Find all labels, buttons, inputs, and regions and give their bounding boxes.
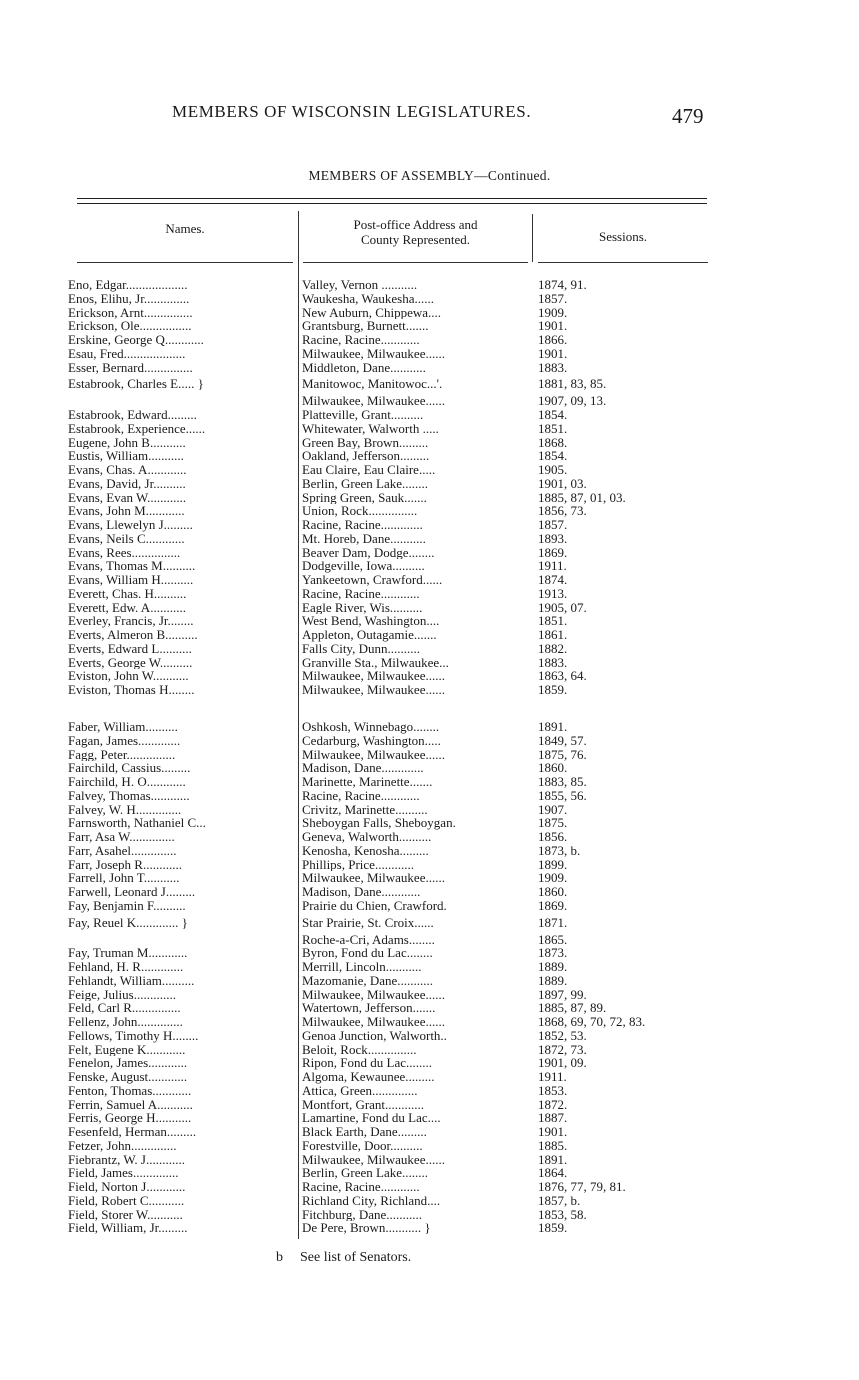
member-address: Milwaukee, Milwaukee......: [302, 683, 445, 697]
member-sessions: 1901.: [538, 319, 568, 333]
member-sessions: 1849, 57.: [538, 733, 587, 748]
member-address: Grantsburg, Burnett.......: [302, 319, 429, 333]
member-name: Evans, Thomas M..........: [68, 559, 196, 573]
member-row: [0, 1111, 859, 1125]
member-address: Racine, Racine............: [302, 333, 420, 347]
member-name: Evans, Llewelyn J.........: [68, 518, 193, 532]
member-row: [0, 789, 859, 803]
member-name: Erickson, Ole................: [68, 319, 192, 333]
member-sessions: 1901, 03.: [538, 476, 587, 491]
member-sessions: 1913.: [538, 586, 568, 601]
member-address: Prairie du Chien, Crawford.: [302, 898, 447, 913]
member-address: Union, Rock...............: [302, 504, 418, 518]
member-name: Field, Norton J............: [68, 1180, 186, 1194]
member-address: Berlin, Green Lake........: [302, 476, 428, 491]
member-name: Fehlandt, William..........: [68, 973, 195, 988]
member-name: Estabrook, Edward.........: [68, 408, 197, 422]
section-title: MEMBERS OF ASSEMBLY—Continued.: [308, 168, 551, 183]
member-sessions: 1875.: [538, 816, 568, 830]
member-sessions: 1865.: [538, 932, 568, 947]
member-address: Madison, Dane.............: [302, 761, 424, 775]
member-address: Beaver Dam, Dodge........: [302, 545, 435, 560]
page-number: 479: [672, 104, 704, 128]
member-row: [0, 394, 859, 408]
member-row: [0, 946, 859, 960]
member-address: Milwaukee, Milwaukee......: [302, 394, 445, 408]
member-row: [0, 477, 859, 491]
member-row: [0, 974, 859, 988]
member-row: [0, 1070, 859, 1084]
member-address: Forestville, Door..........: [302, 1138, 423, 1153]
member-row: [0, 628, 859, 642]
member-name: Enos, Elihu, Jr..............: [68, 291, 190, 306]
member-name: Fesenfeld, Herman.........: [68, 1125, 197, 1139]
member-sessions: 1855, 56.: [538, 788, 587, 803]
member-address: Whitewater, Walworth .....: [302, 421, 439, 436]
member-name: Estabrook, Charles E..... }: [68, 376, 204, 392]
member-sessions: 1857, b.: [538, 1193, 581, 1208]
member-address: Valley, Vernon ...........: [302, 278, 418, 292]
member-address: Byron, Fond du Lac........: [302, 946, 433, 960]
member-sessions: 1853, 58.: [538, 1207, 587, 1222]
footnote-mark: b: [276, 1250, 283, 1265]
member-address: Milwaukee, Milwaukee......: [302, 669, 445, 683]
member-name: Eviston, Thomas H........: [68, 683, 195, 697]
member-address: Attica, Green..............: [302, 1083, 418, 1098]
member-row: [0, 463, 859, 477]
member-sessions: 1893.: [538, 531, 568, 546]
member-row: [0, 361, 859, 375]
member-name: Everett, Chas. H..........: [68, 586, 187, 601]
member-address: Milwaukee, Milwaukee......: [302, 346, 445, 361]
member-name: Eno, Edgar...................: [68, 278, 188, 292]
member-address: Green Bay, Brown.........: [302, 435, 429, 450]
member-address: Fitchburg, Dane...........: [302, 1207, 422, 1222]
member-name: Everett, Edw. A...........: [68, 600, 186, 615]
member-name: Fairchild, Cassius.........: [68, 761, 191, 775]
member-row: [0, 504, 859, 518]
member-row: [0, 885, 859, 899]
member-sessions: 1891.: [538, 1152, 568, 1167]
member-row: [0, 1056, 859, 1070]
member-address: Dodgeville, Iowa..........: [302, 559, 425, 573]
member-sessions: 1909.: [538, 871, 568, 885]
member-name: Field, Robert C...........: [68, 1193, 185, 1208]
member-sessions: 1883.: [538, 655, 568, 670]
member-row: [0, 518, 859, 532]
member-name: Evans, David, Jr..........: [68, 476, 186, 491]
member-sessions: 1885, 87, 01, 03.: [538, 490, 626, 505]
member-sessions: 1874, 91.: [538, 278, 587, 292]
member-name: Erickson, Arnt...............: [68, 305, 193, 320]
member-row: [0, 871, 859, 885]
member-name: Fay, Reuel K............. }: [68, 914, 188, 930]
member-name: Fenske, August............: [68, 1070, 188, 1084]
member-sessions: 1885.: [538, 1138, 568, 1153]
member-sessions: 1907.: [538, 802, 568, 817]
member-name: Evans, Neils C............: [68, 531, 185, 546]
member-row: [0, 306, 859, 320]
member-name: Everley, Francis, Jr........: [68, 614, 194, 628]
member-name: Eviston, John W...........: [68, 669, 189, 683]
member-name: Farr, Asa W..............: [68, 830, 175, 844]
member-row: [0, 1208, 859, 1222]
member-address: Milwaukee, Milwaukee......: [302, 987, 445, 1002]
member-row: [0, 988, 859, 1002]
member-row: [0, 374, 859, 394]
member-sessions: 1854.: [538, 449, 568, 463]
member-row: [0, 1194, 859, 1208]
member-sessions: 1889.: [538, 973, 568, 988]
member-row: [0, 1180, 859, 1194]
member-address: Racine, Racine............: [302, 1180, 420, 1194]
member-name: Field, William, Jr.........: [68, 1221, 188, 1235]
member-name: Fay, Benjamin F..........: [68, 898, 186, 913]
member-name: Farr, Joseph R............: [68, 857, 182, 872]
member-sessions: 1860.: [538, 761, 568, 775]
member-address: Appleton, Outagamie.......: [302, 628, 437, 642]
member-row: [0, 899, 859, 913]
member-sessions: 1889.: [538, 960, 568, 974]
member-sessions: 1876, 77, 79, 81.: [538, 1180, 626, 1194]
column-header-address: [303, 217, 528, 247]
member-sessions: 1891.: [538, 720, 568, 734]
member-name: Falvey, W. H..............: [68, 802, 182, 817]
member-row: [0, 669, 859, 683]
column-header-address-line1: Post-office Address and: [353, 217, 478, 232]
member-row: [0, 449, 859, 463]
member-sessions: 1883, 85.: [538, 775, 587, 789]
member-address: Berlin, Green Lake........: [302, 1166, 428, 1180]
member-row: [0, 587, 859, 601]
member-address: Granville Sta., Milwaukee...: [302, 655, 449, 670]
member-address: Oakland, Jefferson.........: [302, 449, 430, 463]
member-row: [0, 720, 859, 734]
member-row: [0, 559, 859, 573]
member-name: Field, James..............: [68, 1166, 179, 1180]
member-address: Milwaukee, Milwaukee......: [302, 871, 445, 885]
member-name: Fellenz, John..............: [68, 1015, 183, 1029]
member-name: Fehland, H. R.............: [68, 960, 184, 974]
member-address: Yankeetown, Crawford......: [302, 573, 443, 587]
member-sessions: 1851.: [538, 421, 568, 436]
member-name: Ferris, George H...........: [68, 1111, 192, 1125]
member-row: [0, 333, 859, 347]
member-name: Fay, Truman M............: [68, 946, 188, 960]
member-row: [0, 347, 859, 361]
member-sessions: 1874.: [538, 573, 568, 587]
member-row: [0, 1125, 859, 1139]
member-name: Falvey, Thomas............: [68, 788, 190, 803]
member-address: Richland City, Richland....: [302, 1193, 441, 1208]
member-row: [0, 1001, 859, 1015]
member-name: Erskine, George Q............: [68, 333, 204, 347]
member-row: [0, 601, 859, 615]
member-sessions: 1868.: [538, 435, 568, 450]
member-address: Falls City, Dunn..........: [302, 641, 420, 656]
members-block-f: [0, 720, 859, 1235]
member-address: Roche-a-Cri, Adams........: [302, 932, 435, 947]
member-sessions: 1909.: [538, 305, 568, 320]
member-name: Farr, Asahel..............: [68, 843, 177, 858]
member-name: Everts, George W..........: [68, 655, 193, 670]
member-address: Genoa Junction, Walworth..: [302, 1028, 447, 1043]
member-sessions: 1857.: [538, 291, 568, 306]
member-row: [0, 573, 859, 587]
member-sessions: 1863, 64.: [538, 669, 587, 683]
running-head: MEMBERS OF WISCONSIN LEGISLATURES.: [172, 102, 532, 121]
member-address: Sheboygan Falls, Sheboygan.: [302, 816, 456, 830]
member-sessions: 1864.: [538, 1166, 568, 1180]
member-sessions: 1872.: [538, 1097, 568, 1112]
member-name: Fagg, Peter...............: [68, 747, 176, 762]
top-rule-double: [77, 203, 707, 204]
column-header-names: Names.: [165, 221, 205, 236]
member-sessions: 1856.: [538, 830, 568, 844]
member-sessions: 1869.: [538, 545, 568, 560]
member-address: Milwaukee, Milwaukee......: [302, 1152, 445, 1167]
members-block-e: [0, 278, 859, 697]
member-address: Kenosha, Kenosha.........: [302, 843, 429, 858]
member-name: Fagan, James.............: [68, 733, 181, 748]
member-address: Eagle River, Wis..........: [302, 600, 423, 615]
member-row: [0, 761, 859, 775]
member-sessions: 1866.: [538, 333, 568, 347]
member-name: Fairchild, H. O............: [68, 775, 186, 789]
member-address: Marinette, Marinette.......: [302, 775, 433, 789]
member-row: [0, 1084, 859, 1098]
member-sessions: 1873, b.: [538, 843, 581, 858]
member-row: [0, 319, 859, 333]
member-name: Farnsworth, Nathaniel C...: [68, 816, 206, 830]
member-row: [0, 933, 859, 947]
member-row: [0, 858, 859, 872]
member-sessions: 1901.: [538, 346, 568, 361]
member-address: Racine, Racine.............: [302, 518, 423, 532]
member-name: Fiebrantz, W. J............: [68, 1152, 185, 1167]
member-row: [0, 614, 859, 628]
member-row: [0, 830, 859, 844]
member-sessions: 1853.: [538, 1083, 568, 1098]
member-row: [0, 734, 859, 748]
member-name: Estabrook, Experience......: [68, 421, 206, 436]
member-sessions: 1861.: [538, 628, 568, 642]
member-address: Mt. Horeb, Dane...........: [302, 531, 426, 546]
member-name: Fetzer, John..............: [68, 1138, 177, 1153]
member-row: [0, 656, 859, 670]
member-row: [0, 1166, 859, 1180]
member-address: Star Prairie, St. Croix......: [302, 914, 434, 930]
member-sessions: 1851.: [538, 614, 568, 628]
member-sessions: 1901, 09.: [538, 1056, 587, 1070]
member-sessions: 1875, 76.: [538, 747, 587, 762]
member-name: Evans, Rees...............: [68, 545, 181, 560]
member-address: Ripon, Fond du Lac........: [302, 1056, 432, 1070]
member-sessions: 1885, 87, 89.: [538, 1001, 607, 1015]
member-row: [0, 775, 859, 789]
member-row: [0, 1153, 859, 1167]
member-address: Merrill, Lincoln...........: [302, 960, 422, 974]
member-sessions: 1873.: [538, 946, 568, 960]
member-sessions: 1871.: [538, 914, 568, 930]
member-row: [0, 803, 859, 817]
member-sessions: 1905.: [538, 463, 568, 477]
member-row: [0, 1098, 859, 1112]
member-name: Fellows, Timothy H........: [68, 1028, 199, 1043]
member-sessions: 1859.: [538, 1221, 568, 1235]
member-name: Eustis, William...........: [68, 449, 184, 463]
member-address: Black Earth, Dane.........: [302, 1125, 427, 1139]
member-sessions: 1911.: [538, 559, 567, 573]
member-row: [0, 436, 859, 450]
member-address: Manitowoc, Manitowoc...'.: [302, 376, 443, 392]
header-underline-address: [303, 262, 528, 263]
member-row: [0, 913, 859, 933]
member-address: Crivitz, Marinette..........: [302, 802, 428, 817]
member-address: New Auburn, Chippewa....: [302, 305, 442, 320]
member-sessions: 1852, 53.: [538, 1028, 587, 1043]
member-address: Racine, Racine............: [302, 788, 420, 803]
member-row: [0, 1221, 859, 1235]
member-address: Platteville, Grant..........: [302, 408, 424, 422]
header-underline-names: [77, 262, 293, 263]
member-sessions: 1869.: [538, 898, 568, 913]
member-address: Waukesha, Waukesha......: [302, 291, 434, 306]
footnote: [276, 1250, 411, 1266]
column-header-sessions: Sessions.: [598, 229, 648, 244]
member-row: [0, 642, 859, 656]
member-address: Middleton, Dane...........: [302, 360, 426, 375]
member-address: Beloit, Rock...............: [302, 1042, 417, 1057]
member-sessions: 1857.: [538, 518, 568, 532]
member-name: Faber, William..........: [68, 720, 178, 734]
member-row: [0, 491, 859, 505]
member-address: Algoma, Kewaunee.........: [302, 1070, 435, 1084]
member-name: Farrell, John T...........: [68, 871, 180, 885]
member-name: Fenelon, James............: [68, 1056, 188, 1070]
member-name: Field, Storer W...........: [68, 1207, 183, 1222]
member-sessions: 1881, 83, 85.: [538, 376, 607, 392]
member-sessions: 1899.: [538, 857, 568, 872]
member-address: Eau Claire, Eau Claire.....: [302, 463, 436, 477]
member-name: Eugene, John B...........: [68, 435, 186, 450]
member-address: Phillips, Price............: [302, 857, 414, 872]
member-row: [0, 1029, 859, 1043]
member-sessions: 1859.: [538, 683, 568, 697]
member-row: [0, 408, 859, 422]
member-name: Evans, William H..........: [68, 573, 194, 587]
footnote-text: See list of Senators.: [300, 1250, 412, 1265]
member-row: [0, 546, 859, 560]
column-header-address-line2: County Represented.: [360, 232, 471, 247]
member-name: Feld, Carl R...............: [68, 1001, 181, 1015]
member-name: Felt, Eugene K............: [68, 1042, 186, 1057]
member-sessions: 1907, 09, 13.: [538, 394, 607, 408]
member-sessions: 1882.: [538, 641, 568, 656]
member-sessions: 1883.: [538, 360, 568, 375]
member-sessions: 1911.: [538, 1070, 567, 1084]
member-address: Milwaukee, Milwaukee......: [302, 1015, 445, 1029]
member-address: Spring Green, Sauk.......: [302, 490, 427, 505]
member-sessions: 1901.: [538, 1125, 568, 1139]
member-address: Watertown, Jefferson.......: [302, 1001, 436, 1015]
member-address: West Bend, Washington....: [302, 614, 440, 628]
member-row: [0, 1015, 859, 1029]
member-sessions: 1854.: [538, 408, 568, 422]
member-row: [0, 1043, 859, 1057]
member-name: Evans, Chas. A............: [68, 463, 187, 477]
member-address: Cedarburg, Washington.....: [302, 733, 441, 748]
member-name: Farwell, Leonard J.........: [68, 885, 196, 899]
member-address: Geneva, Walworth..........: [302, 830, 432, 844]
member-address: Lamartine, Fond du Lac....: [302, 1111, 441, 1125]
member-address: Montfort, Grant............: [302, 1097, 425, 1112]
member-row: [0, 278, 859, 292]
member-row: [0, 844, 859, 858]
column-divider-sessions: [532, 214, 533, 262]
member-name: Everts, Almeron B..........: [68, 628, 198, 642]
member-address: Mazomanie, Dane...........: [302, 973, 434, 988]
member-row: [0, 422, 859, 436]
member-row: [0, 532, 859, 546]
member-address: Oshkosh, Winnebago........: [302, 720, 440, 734]
member-row: [0, 816, 859, 830]
member-name: Feige, Julius.............: [68, 987, 176, 1002]
member-row: [0, 960, 859, 974]
member-address: Madison, Dane............: [302, 885, 421, 899]
member-name: Ferrin, Samuel A...........: [68, 1097, 193, 1112]
member-name: Everts, Edward L..........: [68, 641, 192, 656]
member-sessions: 1860.: [538, 885, 568, 899]
top-rule: [77, 198, 707, 199]
member-name: Esser, Bernard...............: [68, 360, 193, 375]
member-row: [0, 292, 859, 306]
member-row: [0, 683, 859, 697]
member-sessions: 1872, 73.: [538, 1042, 587, 1057]
member-sessions: 1897, 99.: [538, 987, 587, 1002]
member-sessions: 1905, 07.: [538, 600, 587, 615]
member-row: [0, 748, 859, 762]
header-underline-sessions: [538, 262, 708, 263]
member-name: Fenton, Thomas............: [68, 1083, 192, 1098]
member-address: Milwaukee, Milwaukee......: [302, 747, 445, 762]
member-name: Evans, John M............: [68, 504, 185, 518]
member-address: De Pere, Brown........... }: [302, 1221, 431, 1235]
member-address: Racine, Racine............: [302, 586, 420, 601]
member-name: Evans, Evan W............: [68, 490, 187, 505]
member-sessions: 1856, 73.: [538, 504, 587, 518]
member-name: Esau, Fred...................: [68, 346, 186, 361]
member-sessions: 1868, 69, 70, 72, 83.: [538, 1015, 646, 1029]
member-row: [0, 1139, 859, 1153]
member-sessions: 1887.: [538, 1111, 568, 1125]
